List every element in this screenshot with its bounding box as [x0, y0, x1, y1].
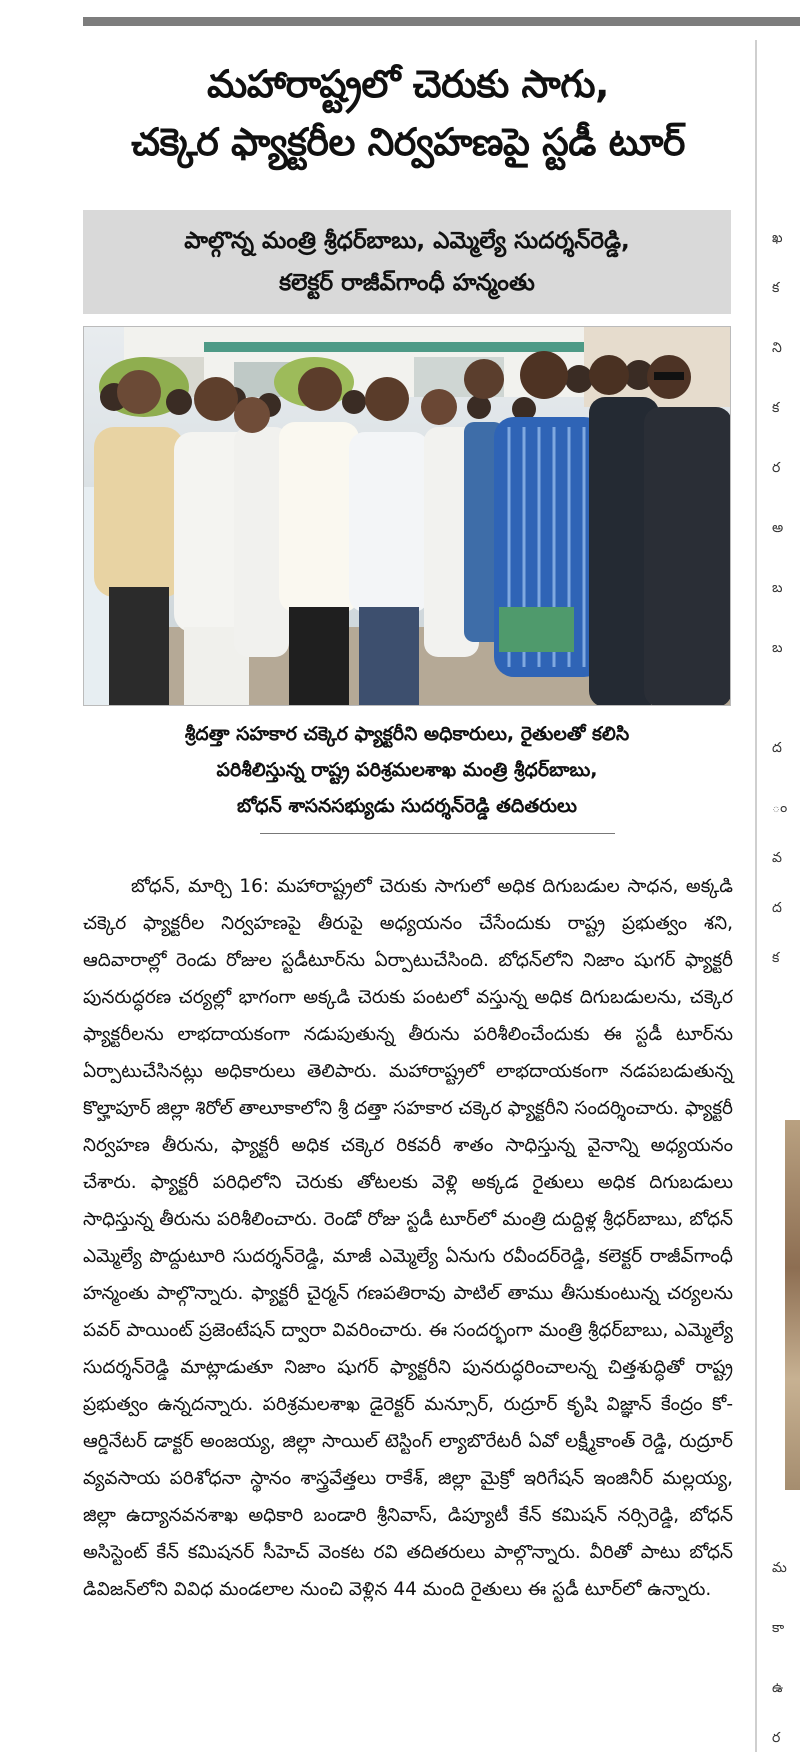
text-fragment: ద	[772, 740, 782, 756]
photo-caption	[83, 716, 731, 824]
subheadline-box	[83, 210, 731, 314]
text-fragment: బ	[772, 640, 783, 656]
text-fragment: ర	[772, 460, 781, 476]
caption-rule	[260, 833, 615, 834]
text-fragment: ం	[772, 800, 788, 816]
news-photo	[83, 326, 731, 706]
adjacent-photo-edge	[785, 1120, 800, 1490]
headline-line-2: చక్కెర ఫ్యాక్టరీల నిర్వహణపై స్టడీ టూర్	[131, 120, 685, 164]
caption-line-2: పరిశీలిస్తున్న రాష్ట్ర పరిశ్రమలశాఖ మంత్రి శ్రీధర్‌బాబు,	[216, 759, 598, 781]
text-fragment: వ	[772, 850, 782, 866]
caption-line-1: శ్రీదత్తా సహకార చక్కెర ఫ్యాక్టరీని అధికారులు, రైతులతో కలిసి	[184, 723, 630, 745]
text-fragment: మ	[772, 1560, 787, 1576]
text-fragment: క	[772, 950, 780, 966]
text-fragment: ఉ	[772, 1680, 784, 1696]
column-divider	[755, 40, 757, 1752]
text-fragment: ఖ	[772, 230, 783, 246]
text-fragment: అ	[772, 520, 784, 536]
subheadline-line-1: పాల్గొన్న మంత్రి శ్రీధర్‌బాబు, ఎమ్మెల్యే సుదర్శన్‌రెడ్డి,	[184, 228, 630, 254]
subheadline-line-2: కలెక్టర్ రాజీవ్‌గాంధీ హన్మంతు	[279, 270, 535, 296]
article-body: బోధన్, మార్చి 16: మహారాష్ట్రలో చెరుకు సాగులో అధిక దిగుబడుల సాధన, అక్కడి చక్కెర ఫ్యాక్టరీల నిర్వహణపై తీరుపై అధ్యయనం చేసేందుకు రాష్ట్ర ప్రభుత్వం శని, ఆదివారాల్లో రెండు రోజుల స్టడీటూర్‌ను ఏర్పాటుచేసింది. బోధన్‌లోని నిజాం షుగర్ ఫ్యాక్టరీ పునరుద్ధరణ చర్యల్లో భాగంగా అక్కడి చెరుకు పంటలో వస్తున్న అధిక దిగుబడులను, చక్కెర ఫ్యాక్టరీలను లాభదాయకంగా నడుపుతున్న తీరును పరిశీలించేందుకు ఈ స్టడీ టూర్‌ను ఏర్పాటుచేసినట్లు అధికారులు తెలిపారు. మహారాష్ట్రలో లాభదాయకంగా నడపబడుతున్న కొల్హాపూర్ జిల్లా శిరోల్ తాలూకాలోని శ్రీ దత్తా సహకార చక్కెర ఫ్యాక్టరీని సందర్శించారు. ఫ్యాక్టరీ నిర్వహణ తీరును, ఫ్యాక్టరీ అధిక చక్కెర రికవరీ శాతం సాధిస్తున్న వైనాన్ని అధ్యయనం చేశారు. ఫ్యాక్టరీ పరిధిలోని చెరుకు తోటలకు వెళ్లి అక్కడ రైతులు అధిక దిగుబడులు సాధిస్తున్న తీరును పరిశీలించారు. రెండో రోజు స్టడీ టూర్‌లో మంత్రి దుద్దిళ్ల శ్రీధర్‌బాబు, బోధన్ ఎమ్మెల్యే పొద్దుటూరి సుదర్శన్‌రెడ్డి, మాజీ ఎమ్మెల్యే ఏనుగు రవీందర్‌రెడ్డి, కలెక్టర్ రాజీవ్‌గాంధీ హన్మంతు పాల్గొన్నారు. ఫ్యాక్టరీ చైర్మన్ గణపతిరావు పాటిల్ తాము తీసుకుంటున్న చర్యలను పవర్ పాయింట్ ప్రజెంటేషన్ ద్వారా వివరించారు. ఈ సందర్భంగా మంత్రి శ్రీధర్‌బాబు, ఎమ్మెల్యే సుదర్శన్‌రెడ్డి మాట్లాడుతూ నిజాం షుగర్ ఫ్యాక్టరీని పునరుద్ధరించాలన్న చిత్తశుద్ధితో రాష్ట్ర ప్రభుత్వం ఉన్నదన్నారు. పరిశ్రమలశాఖ డైరెక్టర్ మన్సూర్, రుద్రూర్ కృషి విజ్ఞాన్ కేంద్రం కో-ఆర్డినేటర్ డాక్టర్ అంజయ్య, జిల్లా సాయిల్ టెస్టింగ్ ల్యాబొరేటరీ ఏవో లక్ష్మీకాంత్ రెడ్డి, రుద్రూర్ వ్యవసాయ పరిశోధనా స్థానం శాస్త్రవేత్తలు రాకేశ్, జిల్లా మైక్రో ఇరిగేషన్ ఇంజినీర్ మల్లయ్య, జిల్లా ఉద్యానవనశాఖ అధికారి బండారి శ్రీనివాస్, డిప్యూటీ కేన్ కమిషన్ నర్సిరెడ్డి, బోధన్ అసిస్టెంట్ కేన్ కమిషనర్ సీహెచ్ వెంకట రవి తదితరులు పాల్గొన్నారు. వీరితో పాటు బోధన్ డివిజన్‌లోని వివిధ మండలాల నుంచి వెళ్లిన 44 మంది రైతులు ఈ స్టడీ టూర్‌లో ఉన్నారు.	[83, 876, 733, 1600]
top-rule	[83, 17, 800, 26]
text-fragment: క	[772, 400, 780, 416]
text-fragment: ని	[772, 340, 782, 356]
group-photo-illustration	[84, 327, 731, 706]
headline	[83, 55, 733, 171]
text-fragment: ర	[772, 1730, 781, 1746]
headline-line-1: మహారాష్ట్రలో చెరుకు సాగు,	[207, 62, 609, 106]
text-fragment: ద	[772, 900, 782, 916]
caption-line-3: బోధన్ శాసనసభ్యుడు సుదర్శన్‌రెడ్డి తదితరులు	[237, 795, 577, 817]
adjacent-column-edge	[762, 40, 800, 1752]
text-fragment: బ	[772, 580, 783, 596]
text-fragment: క	[772, 280, 780, 296]
text-fragment: కా	[772, 1620, 785, 1636]
